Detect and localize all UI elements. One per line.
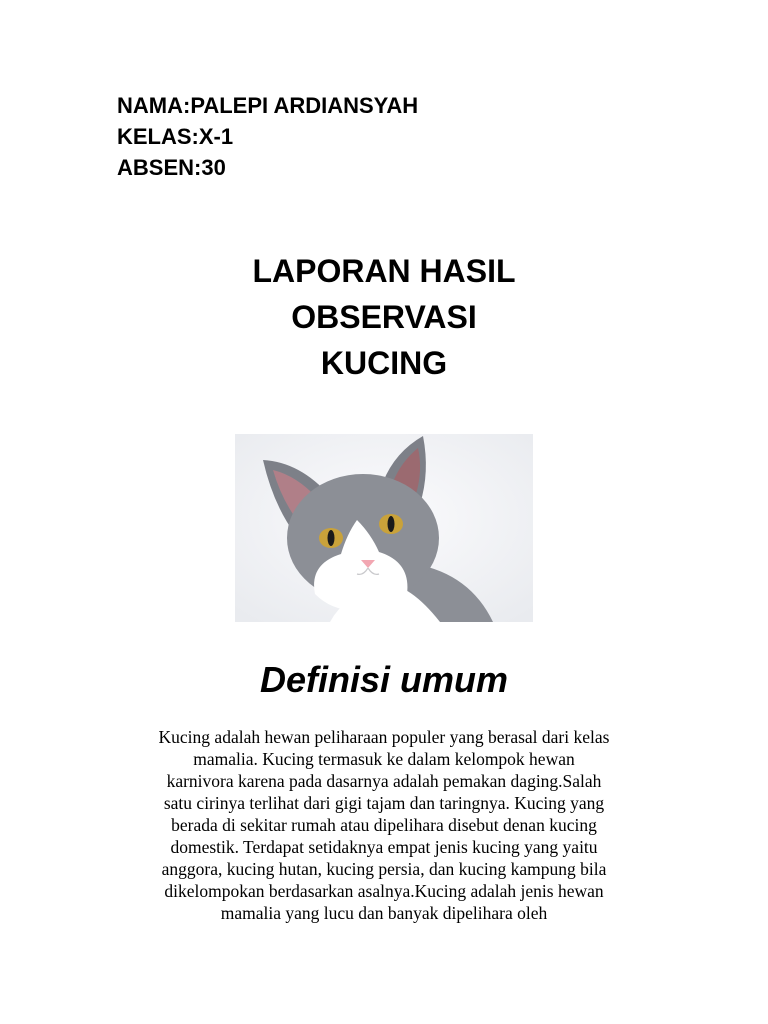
title-line-1: LAPORAN HASIL — [252, 253, 516, 289]
paragraph-line: dikelompokan berdasarkan asalnya.Kucing adalah jenis hewan — [164, 881, 604, 901]
paragraph-line: satu cirinya terlihat dari gigi tajam dan taringnya. Kucing yang — [163, 793, 605, 813]
paragraph-line: Kucing adalah hewan peliharaan populer yang berasal dari kelas — [158, 727, 610, 747]
paragraph-line: mamalia yang lucu dan banyak dipelihara oleh — [220, 903, 548, 923]
paragraph-line: karnivora karena pada dasarnya adalah pemakan daging.Salah — [166, 771, 602, 791]
title-line-2: OBSERVASI — [291, 299, 477, 335]
student-class: KELAS:X-1 — [117, 124, 234, 149]
definition-paragraph — [110, 726, 658, 924]
paragraph-line: anggora, kucing hutan, kucing persia, dan kucing kampung bila — [161, 859, 607, 879]
title-line-3: KUCING — [320, 345, 448, 381]
paragraph-line: berada di sekitar rumah atau dipelihara disebut denan kucing — [171, 815, 597, 835]
report-title — [0, 248, 768, 386]
student-name: NAMA:PALEPI ARDIANSYAH — [117, 93, 419, 118]
cat-photo — [235, 434, 533, 622]
student-number: ABSEN:30 — [117, 155, 226, 180]
student-identity — [117, 90, 418, 183]
paragraph-line: domestik. Terdapat setidaknya empat jenis kucing yang yaitu — [170, 837, 598, 857]
paragraph-line: mamalia. Kucing termasuk ke dalam kelompok hewan — [193, 749, 575, 769]
section-heading: Definisi umum — [259, 659, 509, 700]
